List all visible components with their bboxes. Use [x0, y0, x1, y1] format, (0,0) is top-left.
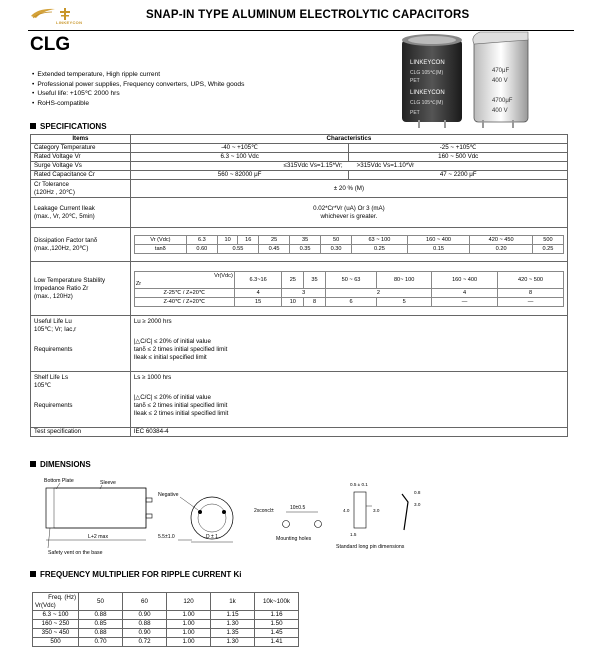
- freq-value: 0.88: [79, 611, 123, 620]
- square-bullet-icon: [30, 461, 36, 467]
- value-line: Lu ≥ 2000 hrs: [133, 318, 172, 325]
- freq-value: 1.16: [255, 611, 299, 620]
- df-value: 0.15: [407, 245, 470, 254]
- holes-pitch: 10±0.5: [290, 505, 306, 511]
- capacitor-photo: [398, 26, 538, 130]
- freq-value: 1.00: [167, 629, 211, 638]
- lt-value: —: [498, 297, 564, 306]
- label-line: Requirements: [34, 346, 73, 353]
- lt-value: —: [432, 297, 498, 306]
- pin-dim-4: 1.5: [350, 532, 357, 537]
- feature-item: • Extended temperature, High ripple current: [32, 70, 244, 80]
- pin-dim-2: 4.0: [343, 508, 350, 513]
- label-line: (max., Vr, 20℃, 5min): [34, 212, 95, 220]
- lt-value: 5: [377, 297, 432, 306]
- row-label: [31, 228, 131, 262]
- table-row: [134, 297, 563, 306]
- table-row: [33, 620, 299, 629]
- value-line: whichever is greater.: [320, 212, 378, 220]
- df-value: 0.25: [532, 245, 563, 254]
- lead-label: 5.5±1.0: [158, 534, 175, 540]
- table-row: [31, 162, 568, 171]
- label-line: Impedance Ratio Zr: [34, 284, 89, 292]
- freq-value: 0.88: [79, 629, 123, 638]
- length-label: L+2 max: [88, 534, 109, 540]
- cap1-line4: PET: [410, 110, 420, 116]
- row-label: [31, 316, 131, 372]
- corner-cell: [33, 593, 79, 611]
- value-line: 0.02*Cr*Vr (uA) Or 3 (mA): [313, 204, 385, 212]
- value-line: Ileak ≤ initial specified limit: [133, 354, 207, 361]
- df-cell: [130, 228, 567, 262]
- lt-voltage: 35: [304, 271, 326, 288]
- df-value: 0.55: [217, 245, 258, 254]
- value-line: |△C/C| ≤ 20% of initial value: [133, 338, 211, 345]
- freq-value: 0.85: [79, 620, 123, 629]
- frequency-heading: FREQUENCY MULTIPLIER FOR RIPPLE CURRENT Ki: [30, 570, 242, 579]
- label-line: Useful Life Lu: [34, 318, 72, 325]
- col-characteristics: Characteristics: [130, 135, 567, 144]
- lt-vr: Vr(Vdc): [214, 272, 233, 279]
- feature-item: • RoHS-compatible: [32, 99, 244, 109]
- table-row: [134, 236, 563, 245]
- feature-item: • Professional power supplies, Frequency converters, UPS, White goods: [32, 80, 244, 90]
- series-name: CLG: [30, 34, 71, 55]
- freq-value: 1.30: [211, 620, 255, 629]
- label-line: (max., 120Hz): [34, 292, 73, 300]
- label-line: Shelf Life Ls: [34, 374, 69, 381]
- freq-vr: 500: [33, 638, 79, 647]
- freq-value: 1.00: [167, 611, 211, 620]
- surge-a: ≤315Vdc Vs=1.15*Vr;: [283, 162, 343, 169]
- cell-value: 47 ~ 2200 μF: [349, 171, 568, 180]
- specifications-table: [30, 134, 568, 437]
- cell-value: 560 ~ 82000 μF: [130, 171, 349, 180]
- square-bullet-icon: [30, 571, 36, 577]
- freq-value: 1.00: [167, 638, 211, 647]
- table-row: [31, 372, 568, 428]
- cell-value: [130, 372, 567, 428]
- cap1-line2: PET: [410, 78, 420, 84]
- freq-value: 1.50: [255, 620, 299, 629]
- freq-value: 1.41: [255, 638, 299, 647]
- sleeve-label: Sleeve: [100, 480, 116, 486]
- df-voltage: 420 ~ 450: [470, 236, 533, 245]
- row-label: [31, 180, 131, 198]
- lt-voltage: 420 ~ 500: [498, 271, 564, 288]
- table-row: [31, 228, 568, 262]
- lt-row-label: Z-40℃ / Z+20℃: [134, 297, 234, 306]
- value-line: Ls ≥ 1000 hrs: [133, 374, 172, 381]
- specifications-heading: SPECIFICATIONS: [30, 122, 107, 131]
- feature-list: [32, 70, 244, 108]
- cross-logo-icon: [60, 8, 70, 20]
- lt-voltage: 6.3~16: [234, 271, 282, 288]
- pin-caption: Standard long pin dimensions: [336, 544, 405, 550]
- label-line: Leakage Current Ileak: [34, 204, 95, 212]
- df-value: 0.30: [321, 245, 352, 254]
- dimension-drawing: [30, 472, 570, 564]
- table-row: [31, 262, 568, 316]
- lt-value: 15: [234, 297, 282, 306]
- freq-value: 1.15: [211, 611, 255, 620]
- lt-value: 8: [304, 297, 326, 306]
- table-row: [31, 171, 568, 180]
- row-label: [31, 262, 131, 316]
- feature-item: • Useful life: +105℃ 2000 hrs: [32, 89, 244, 99]
- lt-table: [134, 271, 564, 307]
- lt-value: 6: [325, 297, 376, 306]
- value-line: Ileak ≤ 2 times initial specified limit: [133, 410, 229, 417]
- freq-value: 0.72: [123, 638, 167, 647]
- freq-header: 10k~100k: [255, 593, 299, 611]
- freq-value: 0.70: [79, 638, 123, 647]
- lt-voltage: 80~ 100: [377, 271, 432, 288]
- cap2-value: 470μF: [492, 68, 510, 74]
- df-value: 0.25: [352, 245, 408, 254]
- row-label: Rated Capacitance Cr: [31, 171, 131, 180]
- lt-value: 4: [432, 288, 498, 297]
- row-label: Category Temperature: [31, 144, 131, 153]
- freq-vr: 160 ~ 250: [33, 620, 79, 629]
- df-header: Vr (Vdc): [134, 236, 186, 245]
- lt-voltage: 160 ~ 400: [432, 271, 498, 288]
- lt-row-label: Z-25℃ / Z+20℃: [134, 288, 234, 297]
- freq-value: 1.45: [255, 629, 299, 638]
- cap2-value2: 4700μF: [492, 98, 513, 104]
- label-line: 105℃: [34, 382, 52, 389]
- cap2-volt: 400 V: [492, 78, 508, 84]
- lt-value: 2: [325, 288, 431, 297]
- document-title: SNAP-IN TYPE ALUMINUM ELECTROLYTIC CAPACITORS: [146, 9, 470, 21]
- df-voltage: 25: [259, 236, 290, 245]
- cell-value: [130, 162, 567, 171]
- freq-header: 1k: [211, 593, 255, 611]
- label-line: Dissipation Factor tanδ: [34, 236, 98, 244]
- cell-value: 6.3 ~ 100 Vdc: [130, 153, 349, 162]
- value-line: |△C/C| ≤ 20% of initial value: [133, 394, 211, 401]
- label-line: (120Hz , 20℃): [34, 188, 75, 196]
- table-row: [31, 153, 568, 162]
- freq-value: 0.88: [123, 620, 167, 629]
- table-row: [31, 135, 568, 144]
- value-line: tanδ ≤ 2 times initial specified limit: [133, 346, 228, 353]
- table-row: [33, 638, 299, 647]
- swoosh-logo-icon: [30, 6, 56, 20]
- cell-value: [130, 198, 567, 228]
- bottom-plate-label: Bottom Plate: [44, 478, 74, 484]
- vent-label: Safety vent on the base: [48, 550, 103, 556]
- pin-dim-1: 0.5 ± 0.1: [350, 482, 368, 487]
- table-row: [134, 245, 563, 254]
- freq-header: 60: [123, 593, 167, 611]
- lt-value: 8: [498, 288, 564, 297]
- df-voltage: 160 ~ 400: [407, 236, 470, 245]
- df-value: 0.20: [470, 245, 533, 254]
- df-voltage: 63 ~ 100: [352, 236, 408, 245]
- freq-header: 120: [167, 593, 211, 611]
- table-row: [31, 180, 568, 198]
- df-header: tanδ: [134, 245, 186, 254]
- table-row: [33, 611, 299, 620]
- table-row: [33, 593, 299, 611]
- cap1-brand: LINKEYCON: [410, 60, 445, 66]
- df-value: 0.45: [259, 245, 290, 254]
- mounting-label: Mounting holes: [276, 536, 312, 542]
- table-row: [33, 629, 299, 638]
- pin-dim-5: 0.8: [414, 490, 421, 495]
- row-label: [31, 198, 131, 228]
- brand-name: LINKEYCON: [56, 20, 83, 25]
- frequency-table: [32, 592, 299, 647]
- df-voltage: 50: [321, 236, 352, 245]
- lt-value: 4: [234, 288, 282, 297]
- df-voltage: 500: [532, 236, 563, 245]
- label-line: (max.,120Hz, 20℃): [34, 244, 89, 252]
- freq-value: 1.35: [211, 629, 255, 638]
- holes-label: 2xconcl±: [254, 508, 274, 514]
- cell-value: 160 ~ 500 Vdc: [349, 153, 568, 162]
- table-row: [134, 288, 563, 297]
- square-bullet-icon: [30, 123, 36, 129]
- diameter-label: D ± 1: [206, 534, 218, 540]
- value-line: tanδ ≤ 2 times initial specified limit: [133, 402, 228, 409]
- lt-zr: Zr: [135, 280, 142, 287]
- row-label: [31, 372, 131, 428]
- dimensions-heading: DIMENSIONS: [30, 460, 91, 469]
- table-row: [31, 316, 568, 372]
- freq-value: 0.90: [123, 611, 167, 620]
- df-voltage: 6.3: [186, 236, 217, 245]
- df-voltage: 16: [238, 236, 259, 245]
- table-row: [31, 428, 568, 437]
- cell-value: -25 ~ +105℃: [349, 144, 568, 153]
- brand-logo: [30, 6, 90, 28]
- row-label: Rated Voltage Vr: [31, 153, 131, 162]
- df-voltage: 35: [290, 236, 321, 245]
- pin-dim-3: 3.0: [373, 508, 380, 513]
- cap1-line1: CLG 105℃(M): [410, 70, 444, 76]
- lt-voltage: 50 ~ 63: [325, 271, 376, 288]
- label-line: Low Temperature Stability: [34, 276, 106, 284]
- negative-label: Negative: [158, 492, 179, 498]
- row-label: Test specification: [31, 428, 131, 437]
- label-line: Requirements: [34, 402, 73, 409]
- label-line: Cr Tolerance: [34, 180, 69, 188]
- table-row: [31, 144, 568, 153]
- df-value: 0.60: [186, 245, 217, 254]
- surge-b: >315Vdc Vs=1.10*Vr: [356, 162, 415, 169]
- freq-value: 0.90: [123, 629, 167, 638]
- lt-voltage: 25: [282, 271, 304, 288]
- label-line: 105℃; Vr; Iac,r: [34, 326, 77, 333]
- row-label: Surge Voltage Vs: [31, 162, 131, 171]
- freq-value: 1.00: [167, 620, 211, 629]
- cap1-brand2: LINKEYCON: [410, 90, 445, 96]
- cell-value: -40 ~ +105℃: [130, 144, 349, 153]
- corner-bottom: Vr(Vdc): [35, 601, 56, 609]
- lt-value: 3: [282, 288, 325, 297]
- df-voltage: 10: [217, 236, 238, 245]
- cap1-line3: CLG 105℃(M): [410, 100, 444, 106]
- cap2-volt2: 400 V: [492, 108, 508, 114]
- lt-cell: [130, 262, 567, 316]
- col-items: Items: [31, 135, 131, 144]
- freq-vr: 350 ~ 450: [33, 629, 79, 638]
- lt-value: 10: [282, 297, 304, 306]
- cell-value: IEC 60384-4: [130, 428, 567, 437]
- table-row: [134, 271, 563, 288]
- cell-value: [130, 316, 567, 372]
- lt-header: [134, 271, 234, 288]
- freq-vr: 6.3 ~ 100: [33, 611, 79, 620]
- table-row: [31, 198, 568, 228]
- df-value: 0.35: [290, 245, 321, 254]
- freq-value: 1.30: [211, 638, 255, 647]
- cell-value: ± 20 % (M): [130, 180, 567, 198]
- corner-top: Freq. (Hz): [48, 593, 76, 601]
- freq-header: 50: [79, 593, 123, 611]
- pin-dim-6: 3.0: [414, 502, 421, 507]
- df-table: [134, 235, 564, 254]
